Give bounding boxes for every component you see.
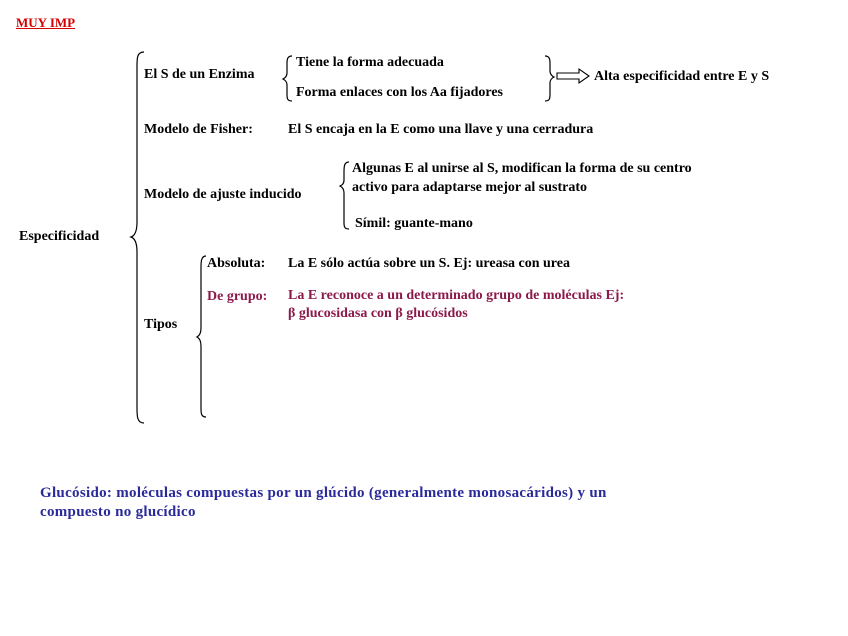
substrate-conclusion: Alta especificidad entre E y S — [594, 69, 770, 84]
types-label: Tipos — [144, 317, 178, 332]
absolute-type-label: Absoluta: — [207, 256, 266, 271]
substrate-brace-left — [283, 56, 292, 101]
fisher-model-text: El S encaja en la E como una llave y una cerradura — [288, 122, 594, 137]
types-brace — [197, 256, 206, 417]
group-type-line-2: β glucosidasa con β glucósidos — [288, 306, 468, 321]
substrate-brace-right — [545, 56, 554, 101]
induced-fit-simile: Símil: guante-mano — [355, 216, 473, 231]
arrow-right-icon — [557, 69, 589, 83]
substrate-item-bonds: Forma enlaces con los Aa fijadores — [296, 85, 503, 100]
group-type-line-1: La E reconoce a un determinado grupo de moléculas Ej: — [288, 288, 625, 303]
induced-fit-line-2: activo para adaptarse mejor al sustrato — [352, 180, 587, 195]
root-topic-label: Especificidad — [19, 229, 100, 244]
induced-fit-line-1: Algunas E al unirse al S, modifican la forma de su centro — [352, 161, 692, 176]
footnote-line-2: compuesto no glucídico — [40, 504, 196, 520]
group-type-label: De grupo: — [207, 289, 268, 304]
absolute-type-text: La E sólo actúa sobre un S. Ej: ureasa con urea — [288, 256, 570, 271]
main-brace — [131, 52, 144, 423]
induced-fit-label: Modelo de ajuste inducido — [144, 187, 302, 202]
substrate-branch-label: El S de un Enzima — [144, 67, 255, 82]
important-note-label: MUY IMP — [16, 15, 76, 30]
fisher-model-label: Modelo de Fisher: — [144, 122, 253, 137]
substrate-item-shape: Tiene la forma adecuada — [296, 55, 444, 70]
footnote-line-1: Glucósido: moléculas compuestas por un glúcido (generalmente monosacáridos) y un — [40, 485, 607, 501]
induced-fit-brace — [340, 162, 349, 229]
